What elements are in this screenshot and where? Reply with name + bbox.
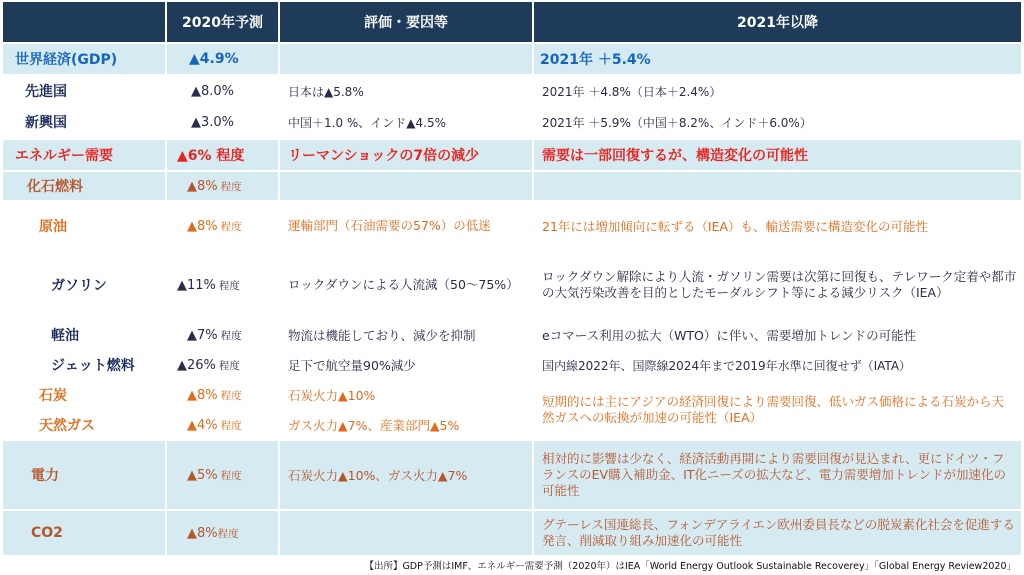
row-label: 化石燃料 <box>3 172 165 200</box>
forecast-value: ▲4% <box>187 417 218 433</box>
forecast-suffix: 程度 <box>220 389 242 402</box>
header-evaluation: 評価・要因等 <box>280 2 532 42</box>
row-label-gas: 天然ガス <box>39 418 95 434</box>
row-label: 軽油 <box>51 328 79 344</box>
row-future: 2021年 ＋5.4% <box>534 44 1021 74</box>
row-forecast <box>167 350 278 380</box>
row-label: 世界経済(GDP) <box>3 44 165 74</box>
forecast-suffix: 程度 <box>220 419 242 432</box>
row-future: ロックダウン解除により人流・ガソリン需要は次第に回復も、テレワーク定着や都市の大気汚染改善を目的としたモーダルシフト等による減少リスク（IEA） <box>542 269 1017 300</box>
row-evaluation-gas: ガス火力▲7%、産業部門▲5% <box>288 418 460 433</box>
row-evaluation <box>280 511 532 555</box>
row-future <box>534 172 1021 200</box>
row-future: 2021年 ＋5.9%（中国＋8.2%、インド＋6.0%） <box>542 115 812 130</box>
table-header <box>0 2 1024 42</box>
row-evaluation: 中国＋1.0 %、インド▲4.5% <box>288 115 447 130</box>
row-evaluation-coal: 石炭火力▲10% <box>288 388 376 403</box>
row-future: eコマース利用の拡大（WTO）に伴い、需要増加トレンドの可能性 <box>542 328 917 343</box>
row-future: グテーレス国連総長、フォンデアライエン欧州委員長などの脱炭素化社会を促進する発言、削減取り組み加速化の可能性 <box>534 511 1021 555</box>
row-forecast: ▲8.0% <box>191 83 235 99</box>
table-row-gdp <box>0 44 1024 74</box>
row-forecast <box>167 252 278 318</box>
row-forecast: ▲6% 程度 <box>167 140 278 170</box>
row-label-coal: 石炭 <box>39 388 67 404</box>
row-label: ジェット燃料 <box>51 358 135 374</box>
forecast-suffix: 程度 <box>218 279 240 292</box>
row-label: 電力 <box>3 441 165 509</box>
row-evaluation <box>280 44 532 74</box>
forecast-suffix: 程度 <box>220 469 242 482</box>
row-forecast-coal <box>167 380 278 410</box>
row-label: 新興国 <box>25 115 67 131</box>
row-evaluation <box>280 172 532 200</box>
forecast-suffix: 程度 <box>220 180 242 193</box>
row-forecast-gas <box>167 410 278 440</box>
table-row-emerging <box>0 107 1024 137</box>
forecast-value: ▲8% <box>187 525 218 541</box>
row-forecast: ▲4.9% <box>167 44 278 74</box>
row-evaluation: ロックダウンによる人流減（50〜75%） <box>288 277 519 292</box>
row-future: 21年には増加傾向に転ずる（IEA）も、輸送需要に構造変化の可能性 <box>542 219 929 234</box>
table-row-coal-gas <box>0 380 1024 440</box>
forecast-suffix: 程度 <box>220 329 242 342</box>
header-2021-onward: 2021年以降 <box>534 2 1021 42</box>
row-label: CO2 <box>3 511 165 555</box>
row-future: 需要は一部回復するが、構造変化の可能性 <box>534 140 1021 170</box>
row-forecast <box>167 441 278 509</box>
row-evaluation: 足下で航空量90%減少 <box>288 358 416 373</box>
row-forecast <box>167 511 278 555</box>
table-row-co2 <box>0 511 1024 555</box>
forecast-value: ▲11% <box>177 277 216 293</box>
table-row-electricity <box>0 441 1024 509</box>
table-row-diesel <box>0 320 1024 350</box>
forecast-value: ▲26% <box>177 357 216 373</box>
forecast-value: ▲7% <box>187 327 218 343</box>
forecast-suffix: 程度 <box>217 527 239 540</box>
source-note: 【出所】GDP予測はIMF、エネルギー需要予測（2020年）はIEA「World Energy Outlook Sustainable Recoverey」「Global Energy Review2020」 <box>364 561 1016 572</box>
row-evaluation: 運輸部門（石油需要の57%）の低迷 <box>288 218 491 233</box>
table-row-developed <box>0 76 1024 106</box>
forecast-suffix: 程度 <box>220 220 242 233</box>
row-evaluation: 物流は機能しており、減少を抑制 <box>288 328 476 343</box>
table-row-gasoline <box>0 252 1024 318</box>
row-label: エネルギー需要 <box>3 140 165 170</box>
row-label: ガソリン <box>51 278 107 294</box>
row-forecast <box>167 202 278 250</box>
row-future: 国内線2022年、国際線2024年まで2019年水準に回復せず（IATA） <box>542 358 912 373</box>
forecast-value: ▲8% <box>187 178 218 194</box>
table-row-fossil-fuel <box>0 172 1024 200</box>
forecast-value: ▲8% <box>187 387 218 403</box>
row-label: 原油 <box>39 219 67 235</box>
header-2020-forecast: 2020年予測 <box>167 2 278 42</box>
row-forecast: ▲3.0% <box>191 114 235 130</box>
row-future: 2021年 ＋4.8%（日本＋2.4%） <box>542 84 722 99</box>
row-future-coal-gas: 短期的には主にアジアの経済回復により需要回復、低いガス価格による石炭から天然ガスへの転換が加速の可能性（IEA） <box>542 394 1005 425</box>
row-evaluation: 石炭火力▲10%、ガス火力▲7% <box>280 441 532 509</box>
table-row-energy-demand <box>0 140 1024 170</box>
forecast-value: ▲5% <box>187 467 218 483</box>
row-label: 先進国 <box>25 84 67 100</box>
row-future: 相対的に影響は少なく、経済活動再開により需要回復が見込まれ、更にドイツ・フランスのEV購入補助金、IT化ニーズの拡大など、電力需要増加トレンドが加速化の可能性 <box>534 441 1021 509</box>
header-blank <box>3 2 165 42</box>
table-row-crude-oil <box>0 202 1024 250</box>
table-row-jet-fuel <box>0 350 1024 380</box>
row-forecast <box>167 172 278 200</box>
forecast-value: ▲8% <box>187 218 218 234</box>
forecast-suffix: 程度 <box>218 359 240 372</box>
row-evaluation: 日本は▲5.8% <box>288 84 364 99</box>
row-forecast <box>167 320 278 350</box>
row-evaluation: リーマンショックの7倍の減少 <box>280 140 532 170</box>
